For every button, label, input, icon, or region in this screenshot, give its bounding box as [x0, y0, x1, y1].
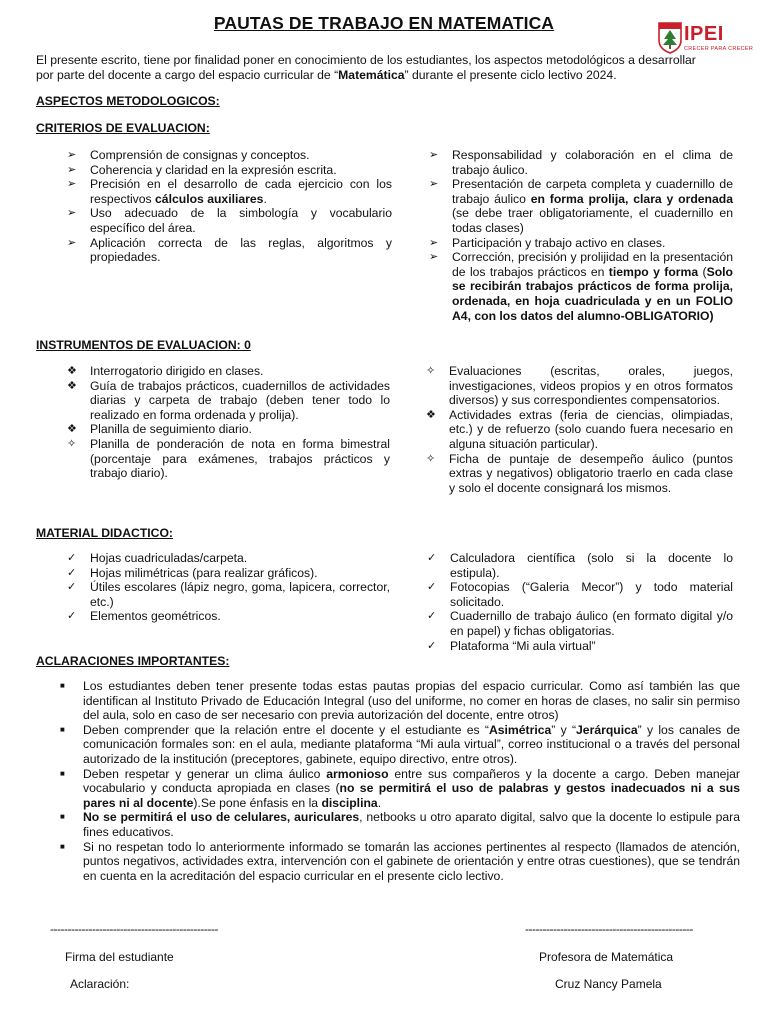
heading-instrumentos: INSTRUMENTOS DE EVALUACION: 0: [36, 338, 251, 352]
square-bullet-icon: ■: [60, 812, 65, 822]
list-item: ✓ Útiles escolares (lápiz negro, goma, lapicera, corrector, etc.): [67, 580, 390, 609]
list-item: ➢ Aplicación correcta de las reglas, algoritmos y propiedades.: [67, 235, 392, 265]
arrow-bullet-icon: ➢: [429, 236, 439, 249]
instrumentos-left-list: [67, 364, 390, 481]
arrow-bullet-icon: ➢: [429, 251, 439, 264]
diamond-bullet-icon: ❖: [67, 379, 77, 392]
list-item: ✧ Ficha de puntaje de desempeño áulico (puntos extras y negativos) obligatorio traerlo en cada clase y solo el docente consignará los mismos.: [426, 451, 733, 495]
diamond-bullet-icon: ❖: [426, 408, 436, 421]
list-item: ✓ Fotocopias (“Galeria Mecor”) y todo material solicitado.: [427, 580, 733, 609]
diamond-bullet-icon: ❖: [67, 423, 77, 436]
arrow-bullet-icon: ➢: [67, 236, 77, 249]
instrumentos-right-list: [426, 364, 733, 495]
arrow-bullet-icon: ➢: [429, 149, 439, 161]
page-title: PAUTAS DE TRABAJO EN MATEMATICA: [213, 13, 555, 33]
list-item: ➢ Precisión en el desarrollo de cada ejercicio con los respectivos cálculos auxiliares.: [67, 177, 392, 206]
list-item: ■ Si no respetan todo lo anteriormente informado se tomarán las acciones pertinentes al respecto (llamados de atención, puntos negativos, actividades extra, intervención con el gabinete de orientación y entre otras cuestiones), que se tendrán en cuenta en la acreditación del espacio curricular en el presente ciclo lectivo.: [60, 839, 740, 883]
star-bullet-icon: ✧: [67, 437, 77, 450]
list-item: ■ Los estudiantes deben tener presente todas estas pautas propias del espacio curricular. Como así también las que identifican al Instituto Privado de Educación Integral (uso del uniforme, no comer en horas de clases, no salir sin permiso del aula, solo en caso de ser necesario con previa autorización del docente, entre otros): [60, 679, 740, 723]
check-bullet-icon: ✓: [427, 610, 437, 623]
material-left-list: [67, 551, 390, 624]
list-item: ✓ Hojas cuadriculadas/carpeta.: [67, 551, 248, 565]
arrow-bullet-icon: ➢: [67, 149, 77, 161]
star-bullet-icon: ✧: [426, 365, 436, 377]
teacher-role: Profesora de Matemática: [539, 950, 674, 964]
list-item: ✧ Planilla de ponderación de nota en forma bimestral (porcentaje para exámenes, trabajos prácticos y trabajo diario).: [67, 436, 390, 481]
list-item: ❖ Planilla de seguimiento diario.: [67, 422, 252, 437]
arrow-bullet-icon: ➢: [67, 207, 77, 220]
list-item: ❖ Guía de trabajos prácticos, cuadernillos de actividades diarias y carpeta de trabajo (deben tener todo lo realizado en forma ordenada y prolija).: [67, 378, 390, 422]
list-item: ✓ Calculadora científica (solo si la docente lo estipula).: [427, 551, 733, 580]
check-bullet-icon: ✓: [67, 610, 77, 623]
list-item: ✓ Hojas milimétricas (para realizar gráficos).: [67, 565, 318, 580]
intro-paragraph: El presente escrito, tiene por finalidad poner en conocimiento de los estudiantes, los aspectos metodológicos a desarrollar por parte del docente a cargo del espacio curricular de “Matemática” durante el presente ciclo lectivo 2024.: [36, 53, 696, 82]
heading-aspectos: ASPECTOS METODOLOGICOS:: [36, 94, 220, 108]
list-item: ■ No se permitirá el uso de celulares, auriculares, netbooks u otro aparato digital, salvo que la docente lo estipule para fines educativos.: [60, 810, 740, 839]
check-bullet-icon: ✓: [67, 566, 77, 579]
material-right-list: [427, 551, 733, 653]
arrow-bullet-icon: ➢: [67, 178, 77, 191]
list-item: ➢ Presentación de carpeta completa y cuadernillo de trabajo áulico en forma prolija, clara y ordenada (se debe traer obligatoriamente, el cuadernillo en todas clases): [429, 177, 733, 235]
signature-line-teacher: ------------------------------------------------: [525, 922, 693, 936]
square-bullet-icon: ■: [60, 768, 65, 778]
aclaracion-label: Aclaración:: [70, 977, 130, 991]
list-item: ■ Deben respetar y generar un clima áulico armonioso entre sus compañeros y la docente a cargo. Deben manejar vocabulario y conducta apropiada en clases (no se permitirá el uso de palabras y gestos inadecuados ni a sus pares ni al docente).Se pone énfasis en la disciplina.: [60, 766, 741, 810]
list-item: ✓ Elementos geométricos.: [67, 609, 221, 624]
list-item: ➢ Participación y trabajo activo en clases.: [429, 235, 666, 250]
list-item: ➢ Uso adecuado de la simbología y vocabulario específico del área.: [67, 206, 392, 235]
diamond-bullet-icon: ❖: [67, 365, 77, 377]
shield-tree-icon: [658, 22, 682, 54]
arrow-bullet-icon: ➢: [429, 178, 439, 191]
list-item: ➢ Corrección, precisión y prolijidad en la presentación de los trabajos prácticos en tiempo y forma (Solo se recibirán trabajos prácticos de forma prolija, ordenada, en hoja cuadriculada y en un FOLIO A4, con los datos del alumno-OBLIGATORIO): [429, 250, 733, 323]
star-bullet-icon: ✧: [426, 452, 436, 465]
check-bullet-icon: ✓: [67, 581, 77, 594]
list-item: ✓ Plataforma “Mi aula virtual”: [427, 638, 596, 653]
list-item: ✧ Evaluaciones (escritas, orales, juegos, investigaciones, videos propios y en otros formatos diversos) y sus correspondientes compensatorios.: [426, 364, 733, 408]
square-bullet-icon: ■: [60, 681, 65, 690]
list-item: ➢ Comprensión de consignas y conceptos.: [67, 148, 310, 162]
list-item: ➢ Responsabilidad y colaboración en el clima de trabajo áulico.: [429, 148, 733, 177]
teacher-name: Cruz Nancy Pamela: [555, 977, 662, 991]
heading-criterios: CRITERIOS DE EVALUACION:: [36, 121, 210, 135]
list-item: ❖ Actividades extras (feria de ciencias, olimpiadas, etc.) y de refuerzo (solo cuando fuera necesario en alguna situación particular).: [426, 407, 733, 451]
list-item: ❖ Interrogatorio dirigido en clases.: [67, 364, 264, 378]
aclaraciones-list: [60, 679, 740, 883]
signature-line-student: ------------------------------------------------: [50, 922, 218, 936]
square-bullet-icon: ■: [60, 841, 65, 851]
arrow-bullet-icon: ➢: [67, 163, 77, 176]
heading-material: MATERIAL DIDACTICO:: [36, 526, 173, 540]
check-bullet-icon: ✓: [427, 639, 437, 652]
check-bullet-icon: ✓: [427, 552, 437, 564]
student-signature-label: Firma del estudiante: [65, 950, 174, 964]
list-item: ■ Deben comprender que la relación entre el docente y el estudiante es “Asimétrica” y “Jerárquica” y los canales de comunicación formales son: en el aula, mediante plataforma “Mi aula virtual”, correo institucional o a través del personal autorizado de la institución (preceptores, gabinete, equipo directivo, entre otros).: [60, 722, 741, 766]
criterios-right-list: [429, 148, 733, 323]
logo-tagline: CRECER PARA CRECER: [684, 46, 754, 52]
check-bullet-icon: ✓: [67, 552, 77, 564]
square-bullet-icon: ■: [60, 724, 65, 734]
list-item: ➢ Coherencia y claridad en la expresión escrita.: [67, 162, 337, 177]
list-item: ✓ Cuadernillo de trabajo áulico (en formato digital y/o en papel) y fichas obligatorias.: [427, 609, 733, 638]
heading-aclaraciones: ACLARACIONES IMPORTANTES:: [36, 654, 230, 668]
logo-text: IPEI: [684, 23, 724, 45]
criterios-left-list: [67, 148, 392, 265]
check-bullet-icon: ✓: [427, 581, 437, 594]
